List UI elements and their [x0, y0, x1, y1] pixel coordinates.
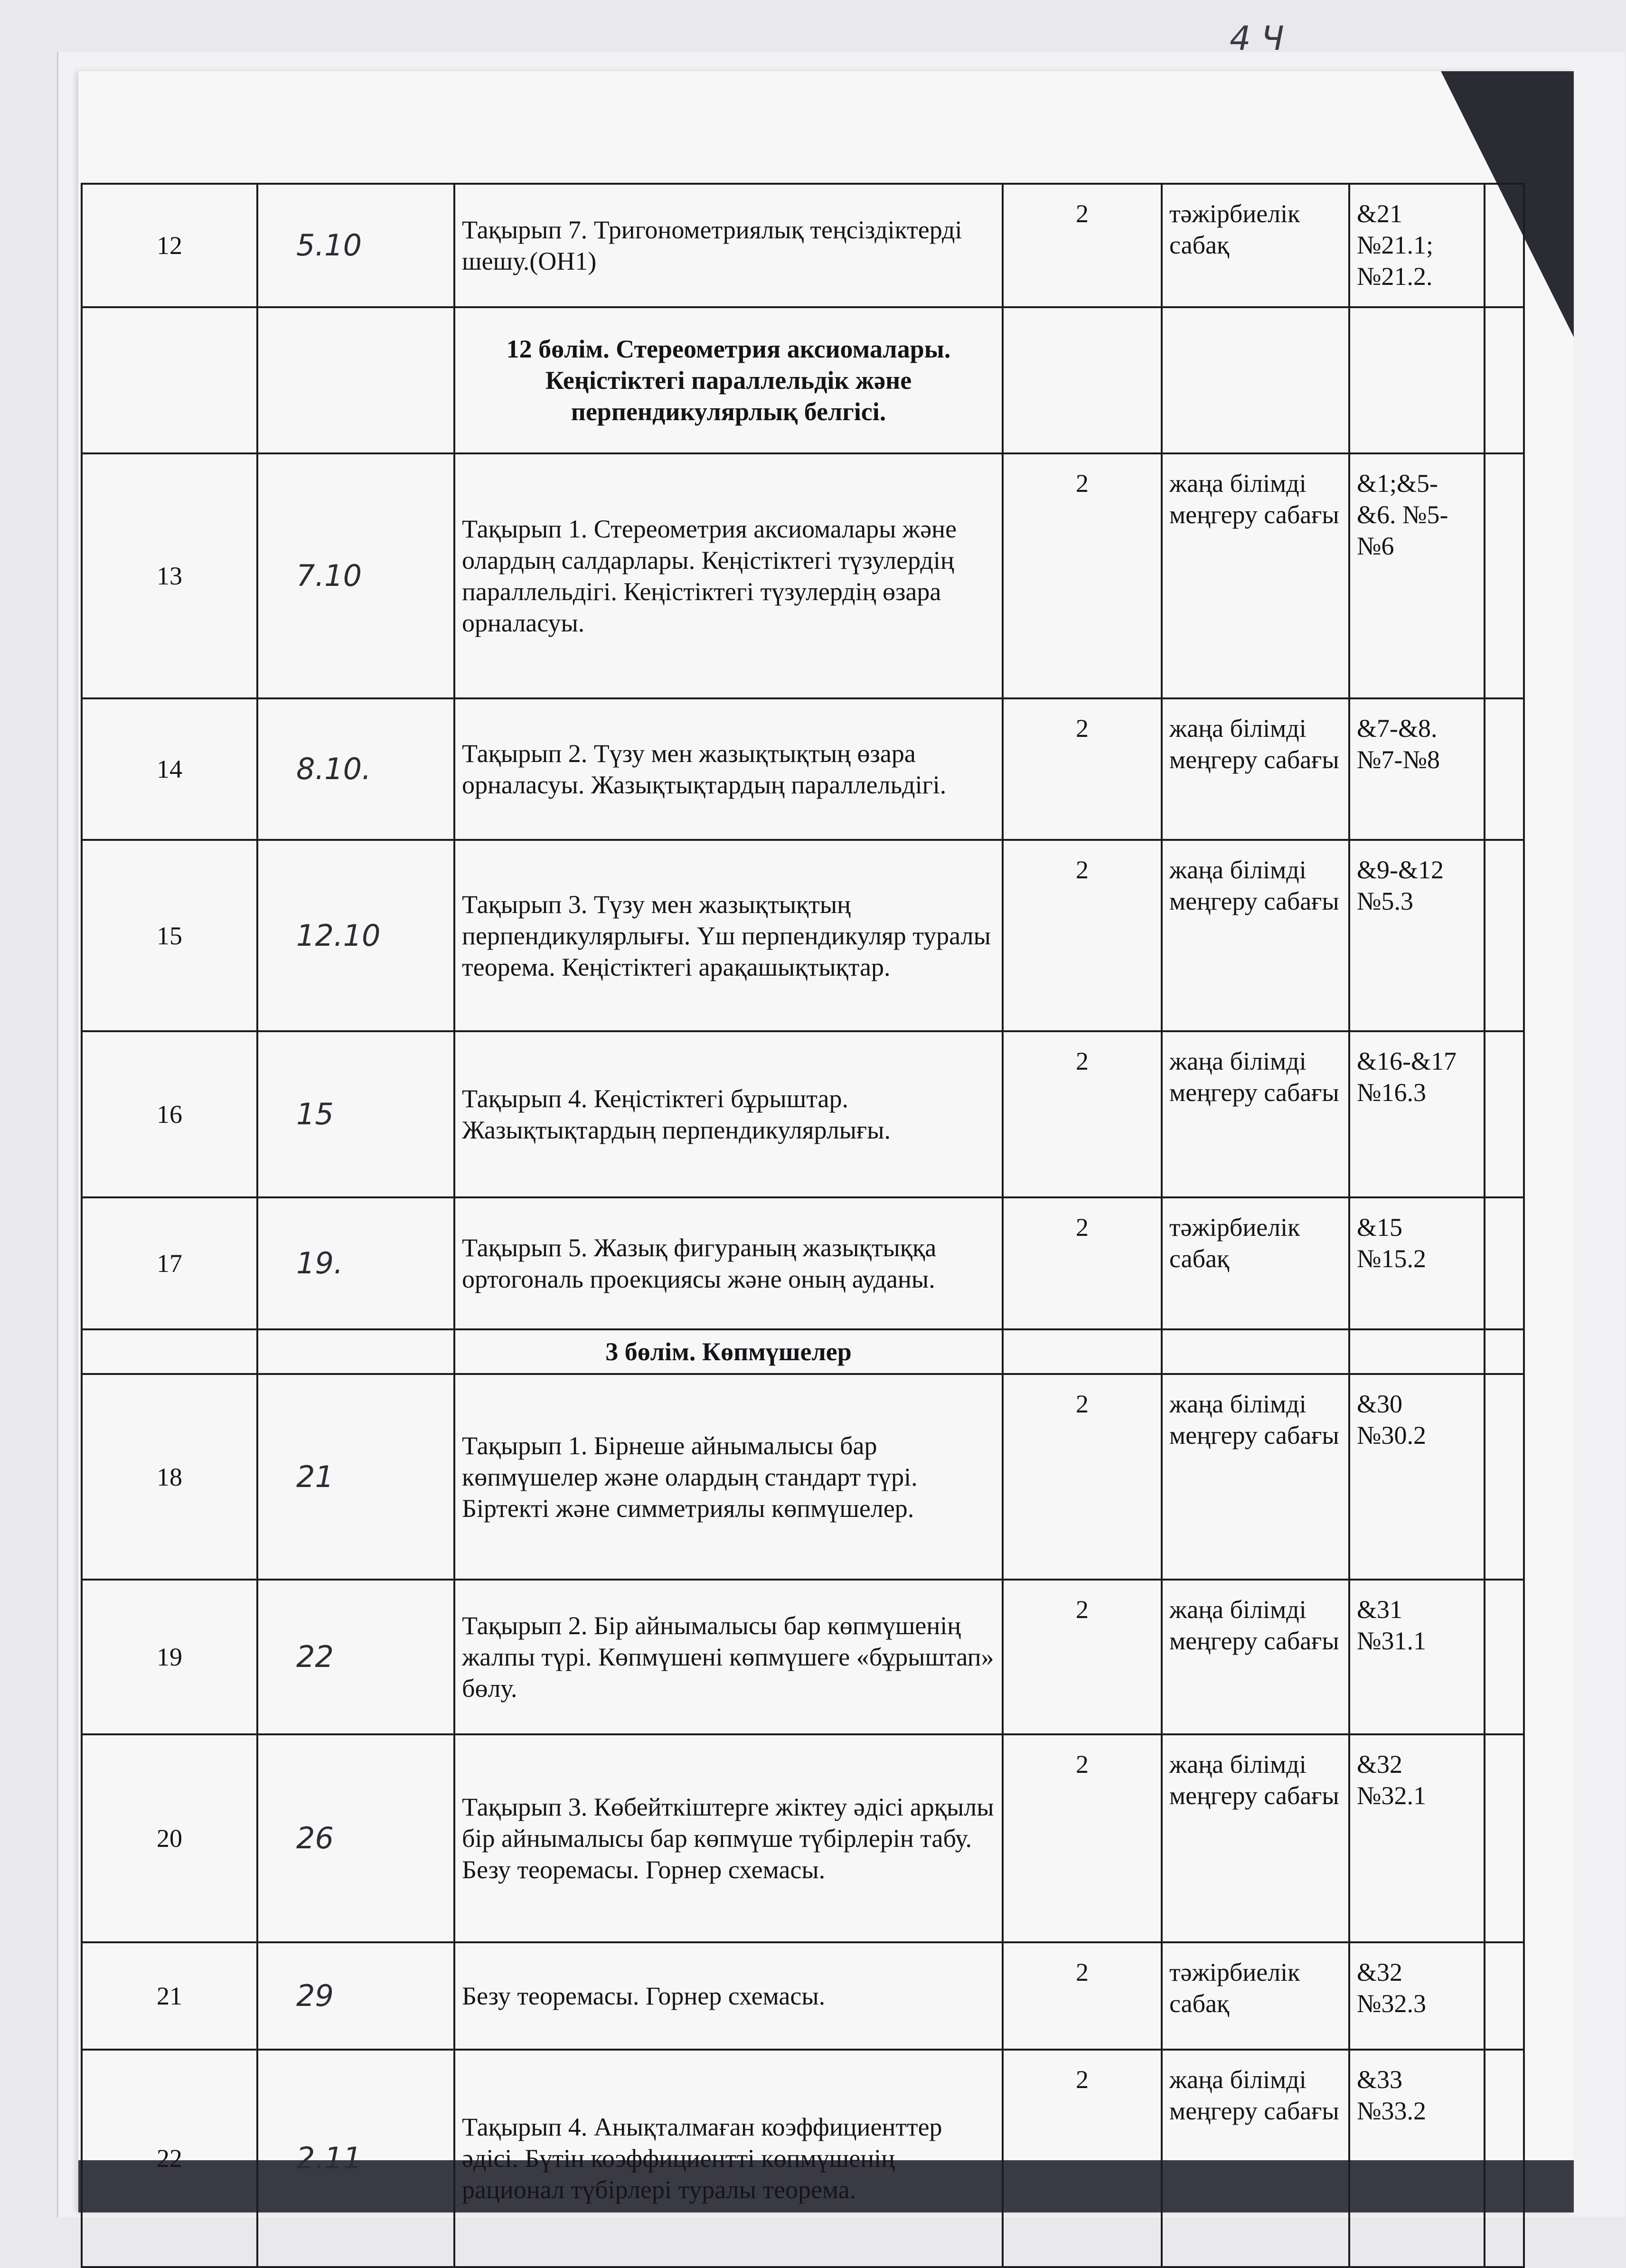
- lesson-number: 14: [82, 698, 257, 840]
- table-row: [82, 698, 1524, 840]
- lesson-type: жаңа білімді меңгеру сабағы: [1162, 1031, 1349, 1197]
- lesson-hours: 2: [1003, 184, 1162, 307]
- section-spacer: [257, 307, 454, 453]
- lesson-hours: 2: [1003, 453, 1162, 698]
- section-title: 12 бөлім. Стереометрия аксиомалары. Кеңістіктегі параллельдік және перпендикулярлық белгісі.: [454, 307, 1003, 453]
- section-spacer: [1162, 307, 1349, 453]
- lesson-reference: &32 №32.1: [1349, 1734, 1485, 1942]
- lesson-type: жаңа білімді меңгеру сабағы: [1162, 1734, 1349, 1942]
- lesson-reference: &9-&12 №5.3: [1349, 840, 1485, 1031]
- lesson-number: 15: [82, 840, 257, 1031]
- lesson-date: 2.11: [257, 2050, 454, 2267]
- section-spacer: [1003, 1329, 1162, 1374]
- lesson-type: тәжірбиелік сабақ: [1162, 1942, 1349, 2050]
- lesson-date: 22: [257, 1580, 454, 1734]
- lesson-date: 19.: [257, 1197, 454, 1329]
- table-row: [82, 1031, 1524, 1197]
- lesson-hours: 2: [1003, 1031, 1162, 1197]
- lesson-topic: Тақырып 1. Бірнеше айнымалысы бар көпмүшелер және олардың стандарт түрі. Біртекті және симметриялы көпмүшелер.: [454, 1374, 1003, 1580]
- lesson-type: жаңа білімді меңгеру сабағы: [1162, 453, 1349, 698]
- lesson-number: 17: [82, 1197, 257, 1329]
- lesson-date: 29: [257, 1942, 454, 2050]
- lesson-topic: Безу теоремасы. Горнер схемасы.: [454, 1942, 1003, 2050]
- lesson-reference: &21 №21.1; №21.2.: [1349, 184, 1485, 307]
- lesson-type: жаңа білімді меңгеру сабағы: [1162, 2050, 1349, 2267]
- section-spacer: [1349, 307, 1485, 453]
- lesson-date: 12.10: [257, 840, 454, 1031]
- lesson-note: [1485, 1580, 1524, 1734]
- lesson-type: жаңа білімді меңгеру сабағы: [1162, 698, 1349, 840]
- lesson-hours: 2: [1003, 1942, 1162, 2050]
- lesson-number: 21: [82, 1942, 257, 2050]
- table-row: [82, 1374, 1524, 1580]
- table-row: [82, 840, 1524, 1031]
- lesson-date: 21: [257, 1374, 454, 1580]
- section-spacer: [82, 307, 257, 453]
- lesson-topic: Тақырып 5. Жазық фигураның жазықтыққа ортогональ проекциясы және оның ауданы.: [454, 1197, 1003, 1329]
- table-row: [82, 1734, 1524, 1942]
- lesson-date: 5.10: [257, 184, 454, 307]
- lesson-reference: &33 №33.2: [1349, 2050, 1485, 2267]
- lesson-topic: Тақырып 1. Стереометрия аксиомалары және олардың салдарлары. Кеңістіктегі түзулердің параллельдігі. Кеңістіктегі түзулердің өзара орналасуы.: [454, 453, 1003, 698]
- section-spacer: [1003, 307, 1162, 453]
- lesson-plan-table: [81, 183, 1525, 2268]
- lesson-note: [1485, 184, 1524, 307]
- lesson-topic: Тақырып 7. Тригонометриялық теңсіздіктерді шешу.(ОН1): [454, 184, 1003, 307]
- lesson-note: [1485, 453, 1524, 698]
- lesson-topic: Тақырып 4. Кеңістіктегі бұрыштар. Жазықтықтардың перпендикулярлығы.: [454, 1031, 1003, 1197]
- table-row: [82, 1197, 1524, 1329]
- lesson-hours: 2: [1003, 2050, 1162, 2267]
- lesson-note: [1485, 840, 1524, 1031]
- lesson-number: 13: [82, 453, 257, 698]
- lesson-type: жаңа білімді меңгеру сабағы: [1162, 1374, 1349, 1580]
- section-row: [82, 1329, 1524, 1374]
- lesson-number: 22: [82, 2050, 257, 2267]
- handwritten-page-mark: 4 Ч: [1230, 19, 1284, 58]
- section-spacer: [257, 1329, 454, 1374]
- lesson-reference: &32 №32.3: [1349, 1942, 1485, 2050]
- section-row: [82, 307, 1524, 453]
- lesson-topic: Тақырып 2. Бір айнымалысы бар көпмүшенің жалпы түрі. Көпмүшені көпмүшеге «бұрыштап» бөлу.: [454, 1580, 1003, 1734]
- lesson-topic: Тақырып 4. Анықталмаған коэффициенттер әдісі. Бүтін коэффициентті көпмүшенің рационал түбірлері туралы теорема.: [454, 2050, 1003, 2267]
- lesson-reference: &30 №30.2: [1349, 1374, 1485, 1580]
- section-spacer: [1349, 1329, 1485, 1374]
- lesson-note: [1485, 1197, 1524, 1329]
- section-spacer: [82, 1329, 257, 1374]
- table-row: [82, 2050, 1524, 2267]
- section-title: 3 бөлім. Көпмүшелер: [454, 1329, 1003, 1374]
- lesson-reference: &1;&5-&6. №5-№6: [1349, 453, 1485, 698]
- lesson-type: тәжірбиелік сабақ: [1162, 1197, 1349, 1329]
- lesson-date: 15: [257, 1031, 454, 1197]
- lesson-note: [1485, 1942, 1524, 2050]
- lesson-topic: Тақырып 3. Түзу мен жазықтықтың перпендикулярлығы. Үш перпендикуляр туралы теорема. Кеңістіктегі арақашықтықтар.: [454, 840, 1003, 1031]
- lesson-note: [1485, 698, 1524, 840]
- lesson-type: тәжірбиелік сабақ: [1162, 184, 1349, 307]
- lesson-reference: &7-&8. №7-№8: [1349, 698, 1485, 840]
- lesson-hours: 2: [1003, 1374, 1162, 1580]
- lesson-date: 7.10: [257, 453, 454, 698]
- lesson-hours: 2: [1003, 698, 1162, 840]
- table-row: [82, 453, 1524, 698]
- section-spacer: [1162, 1329, 1349, 1374]
- lesson-number: 16: [82, 1031, 257, 1197]
- lesson-hours: 2: [1003, 840, 1162, 1031]
- lesson-date: 26: [257, 1734, 454, 1942]
- section-spacer: [1485, 307, 1524, 453]
- lesson-note: [1485, 1374, 1524, 1580]
- lesson-number: 20: [82, 1734, 257, 1942]
- lesson-reference: &31 №31.1: [1349, 1580, 1485, 1734]
- lesson-hours: 2: [1003, 1580, 1162, 1734]
- lesson-type: жаңа білімді меңгеру сабағы: [1162, 840, 1349, 1031]
- lesson-number: 18: [82, 1374, 257, 1580]
- lesson-note: [1485, 1734, 1524, 1942]
- table-row: [82, 1580, 1524, 1734]
- lesson-note: [1485, 1031, 1524, 1197]
- lesson-number: 12: [82, 184, 257, 307]
- lesson-reference: &15 №15.2: [1349, 1197, 1485, 1329]
- table-row: [82, 184, 1524, 307]
- table-row: [82, 1942, 1524, 2050]
- lesson-reference: &16-&17 №16.3: [1349, 1031, 1485, 1197]
- lesson-type: жаңа білімді меңгеру сабағы: [1162, 1580, 1349, 1734]
- lesson-hours: 2: [1003, 1197, 1162, 1329]
- lesson-note: [1485, 2050, 1524, 2267]
- lesson-hours: 2: [1003, 1734, 1162, 1942]
- lesson-topic: Тақырып 2. Түзу мен жазықтықтың өзара орналасуы. Жазықтықтардың параллельдігі.: [454, 698, 1003, 840]
- section-spacer: [1485, 1329, 1524, 1374]
- lesson-date: 8.10.: [257, 698, 454, 840]
- lesson-topic: Тақырып 3. Көбейткіштерге жіктеу әдісі арқылы бір айнымалысы бар көпмүше түбірлерін табу. Безу теоремасы. Горнер схемасы.: [454, 1734, 1003, 1942]
- lesson-number: 19: [82, 1580, 257, 1734]
